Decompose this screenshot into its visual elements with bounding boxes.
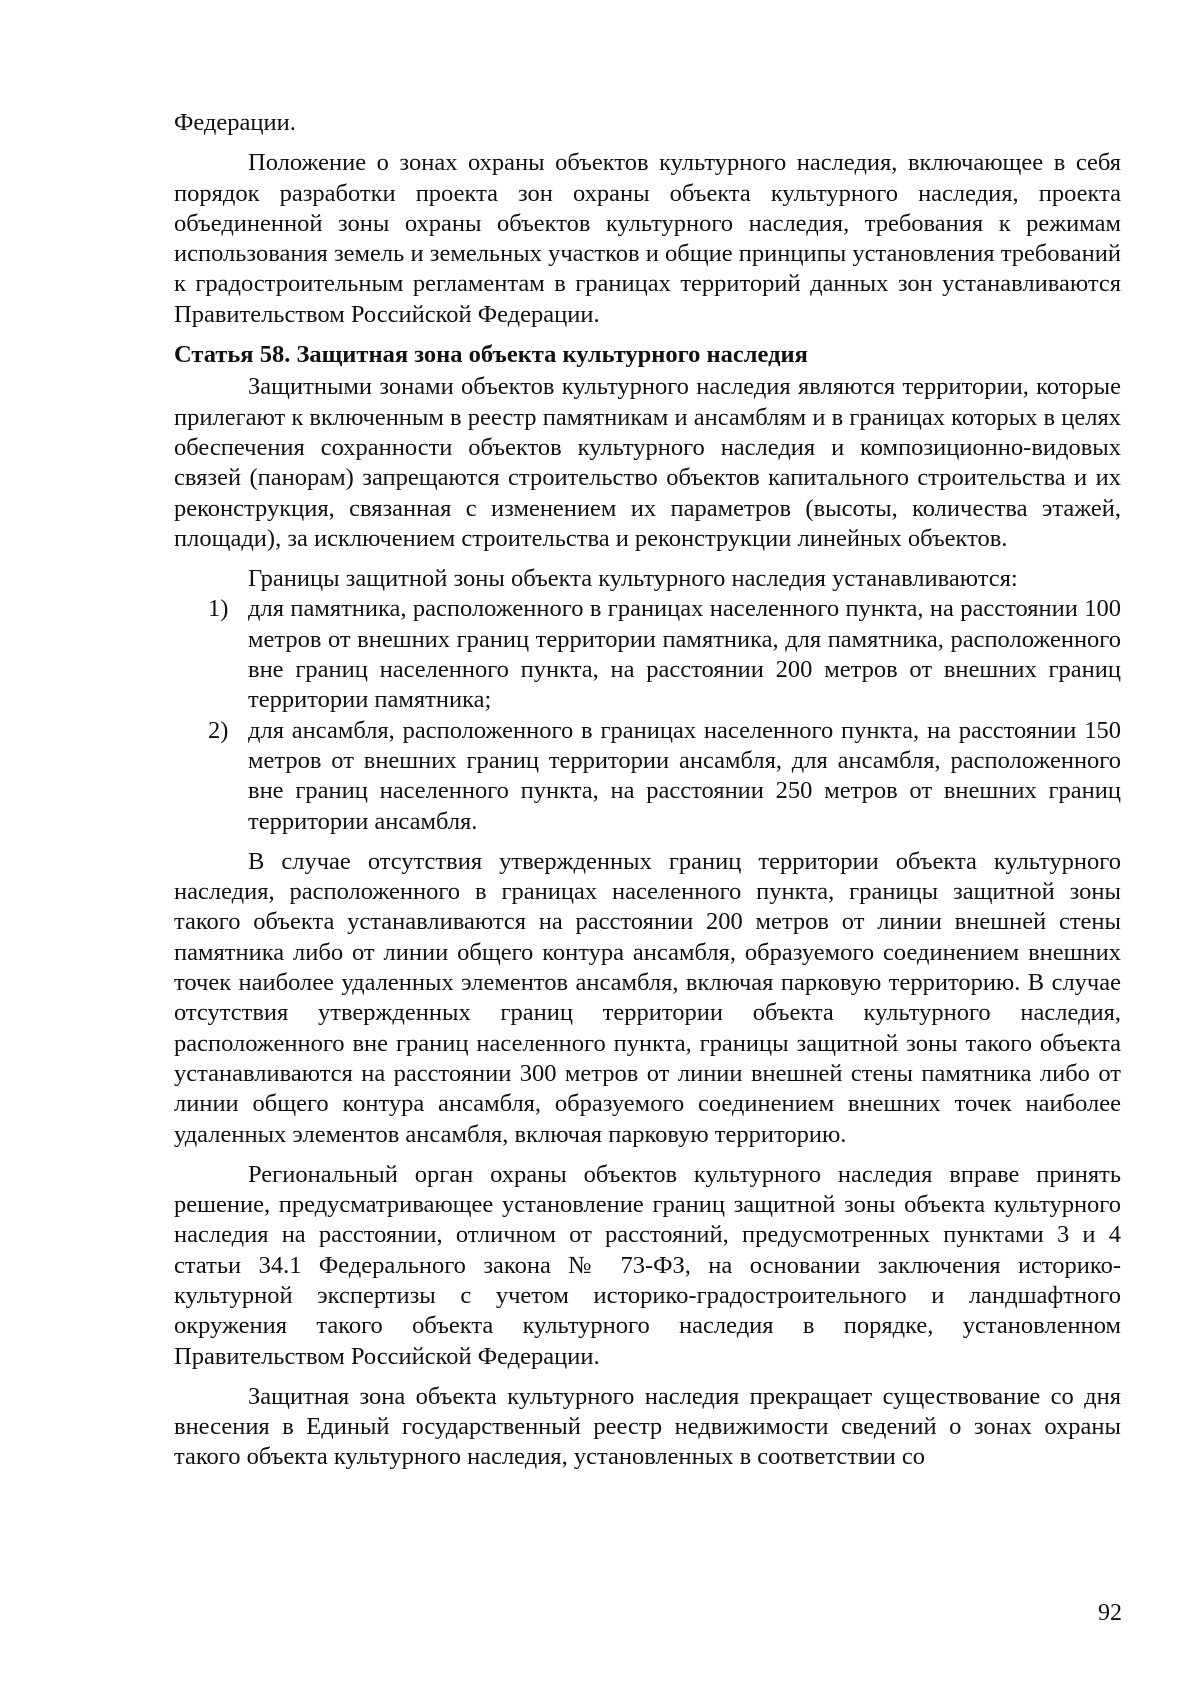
list-item-text: для ансамбля, расположенного в границах населенного пункта, на расстоянии 150 метров от внешних границ территории ансамбля, для ансамбля, расположенного вне границ населенного пункта, на расстоянии 250 метров от внешних границ территории ансамбля. [248,716,1121,835]
article-heading: Статья 58. Защитная зона объекта культурного наследия [174,341,808,369]
list-item [174,716,1121,837]
document-page [174,108,1121,1473]
paragraph-zone-termination: Защитная зона объекта культурного наследия прекращает существование со дня внесения в Единый государственный реестр недвижимости сведений о зонах охраны такого объекта культурного наследия, установленных в соответствии со [174,1382,1121,1471]
paragraph-protective-zones: Защитными зонами объектов культурного наследия являются территории, которые прилегают к включенным в реестр памятникам и ансамблям и в границах которых в целях обеспечения сохранности объектов культурного наследия и композиционно-видовых связей (панорам) запрещаются строительство объектов капитального строительства и их реконструкция, связанная с изменением их параметров (высоты, количества этажей, площади), за исключением строительства и реконструкции линейных объектов. [174,373,1121,552]
paragraph-zone-regulation: Положение о зонах охраны объектов культурного наследия, включающее в себя порядок разработки проекта зон охраны объекта культурного наследия, проекта объединенной зоны охраны объектов культурного наследия, требования к режимам использования земель и земельных участков и общие принципы установления требований к градостроительным регламентам в границах территорий данных зон устанавливаются Правительством Российской Федерации. [174,149,1121,328]
boundaries-list [174,594,1121,836]
list-item [174,594,1121,715]
list-item-number: 2) [208,716,229,744]
paragraph-boundaries-intro: Границы защитной зоны объекта культурного наследия устанавливаются: [248,565,1018,593]
paragraph-continuation: Федерации. [174,109,296,136]
list-item-number: 1) [208,595,229,623]
paragraph-regional-authority: Региональный орган охраны объектов культурного наследия вправе принять решение, предусматривающее установление границ защитной зоны объекта культурного наследия на расстоянии, отличном от расстояний, предусмотренных пунктами 3 и 4 статьи 34.1 Федерального закона № 73-ФЗ, на основании заключения историко-культурной экспертизы с учетом историко-градостроительного и ландшафтного окружения такого объекта культурного наследия в порядке, установленном Правительством Российской Федерации. [174,1160,1121,1370]
list-item-text: для памятника, расположенного в границах населенного пункта, на расстоянии 100 метров от внешних границ территории памятника, для памятника, расположенного вне границ населенного пункта, на расстоянии 200 метров от внешних границ территории памятника; [248,595,1121,714]
paragraph-no-boundaries: В случае отсутствия утвержденных границ территории объекта культурного наследия, расположенного в границах населенного пункта, границы защитной зоны такого объекта устанавливаются на расстоянии 200 метров от линии внешней стены памятника либо от линии общего контура ансамбля, образуемого соединением внешних точек наиболее удаленных элементов ансамбля, включая парковую территорию. В случае отсутствия утвержденных границ территории объекта культурного наследия, расположенного вне границ населенного пункта, границы защитной зоны такого объекта устанавливаются на расстоянии 300 метров от линии внешней стены памятника либо от линии общего контура ансамбля, образуемого соединением внешних точек наиболее удаленных элементов ансамбля, включая парковую территорию. [174,847,1121,1148]
page-number: 92 [1098,1600,1122,1626]
